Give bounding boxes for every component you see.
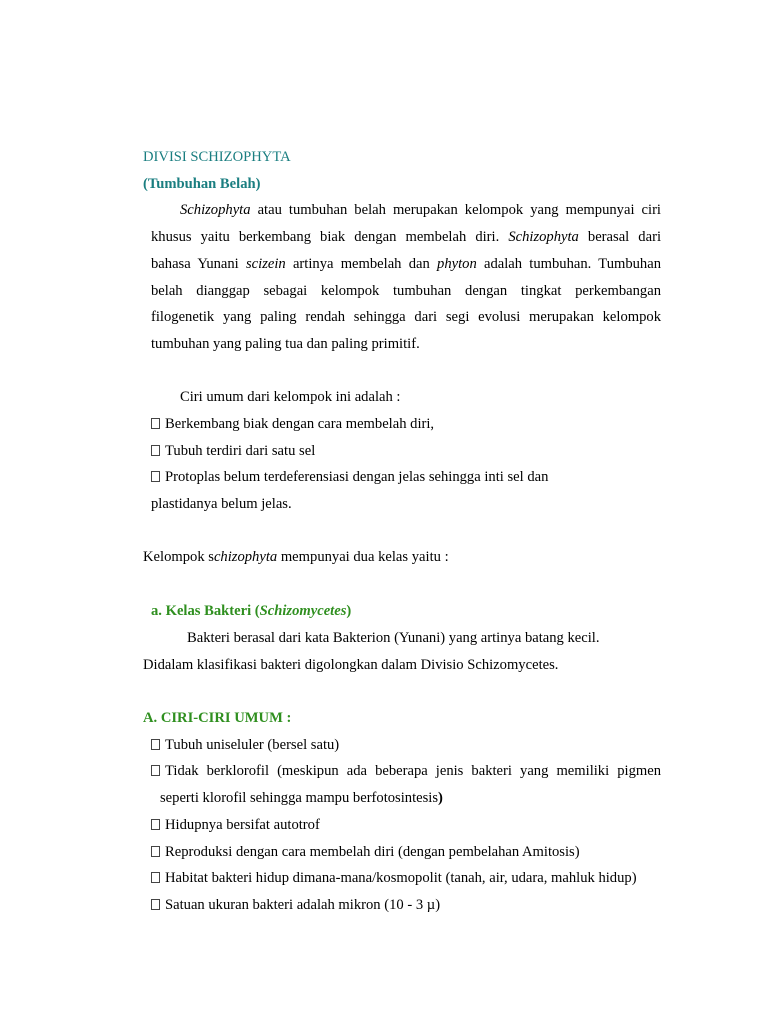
- bullet-box-icon: [151, 739, 160, 750]
- intro-line-2: khusus yaitu berkembang biak dengan membelah diri. Schizophyta berasal dari: [151, 229, 661, 245]
- umum-item: Tidak berklorofil (meskipun ada beberapa jenis bakteri yang memiliki pigmen: [151, 762, 661, 780]
- document-subtitle: (Tumbuhan Belah): [143, 176, 261, 192]
- bullet-box-icon: [151, 819, 160, 830]
- kelompok-line: Kelompok schizophyta mempunyai dua kelas yaitu :: [143, 549, 449, 565]
- bakteri-line-1: Bakteri berasal dari kata Bakterion (Yunani) yang artinya batang kecil.: [187, 630, 600, 646]
- ciri-item: Protoplas belum terdeferensiasi dengan jelas sehingga inti sel dan: [151, 468, 548, 486]
- ciri-item: Tubuh terdiri dari satu sel: [151, 442, 315, 460]
- intro-line-4: belah dianggap sebagai kelompok tumbuhan dengan tingkat perkembangan: [151, 283, 661, 299]
- intro-line-5: filogenetik yang paling rendah sehingga dari segi evolusi merupakan kelompok: [151, 309, 661, 325]
- intro-line-3: bahasa Yunani scizein artinya membelah dan phyton adalah tumbuhan. Tumbuhan: [151, 256, 662, 272]
- umum-item: Tubuh uniseluler (bersel satu): [151, 736, 339, 754]
- bakteri-line-2: Didalam klasifikasi bakteri digolongkan dalam Divisio Schizomycetes.: [143, 657, 559, 673]
- bullet-box-icon: [151, 765, 160, 776]
- umum-item: Habitat bakteri hidup dimana-mana/kosmopolit (tanah, air, udara, mahluk hidup): [151, 869, 637, 887]
- bullet-box-icon: [151, 846, 160, 857]
- intro-line-6: tumbuhan yang paling tua dan paling primitif.: [151, 336, 420, 352]
- ciri-item-continuation: plastidanya belum jelas.: [151, 496, 292, 512]
- intro-line-1: Schizophyta atau tumbuhan belah merupakan kelompok yang mempunyai ciri: [180, 202, 661, 218]
- bullet-box-icon: [151, 445, 160, 456]
- ciri-ciri-umum-heading: A. CIRI-CIRI UMUM :: [143, 710, 292, 726]
- umum-item-continuation: seperti klorofil sehingga mampu berfotosintesis): [160, 790, 443, 806]
- document-title: DIVISI SCHIZOPHYTA: [143, 149, 291, 165]
- kelas-bakteri-heading: a. Kelas Bakteri (Schizomycetes): [151, 603, 352, 619]
- bullet-box-icon: [151, 899, 160, 910]
- umum-item: Hidupnya bersifat autotrof: [151, 816, 320, 834]
- bullet-box-icon: [151, 418, 160, 429]
- bullet-box-icon: [151, 471, 160, 482]
- ciri-intro: Ciri umum dari kelompok ini adalah :: [180, 389, 401, 405]
- umum-item: Satuan ukuran bakteri adalah mikron (10 - 3 µ): [151, 896, 440, 914]
- umum-item: Reproduksi dengan cara membelah diri (dengan pembelahan Amitosis): [151, 843, 580, 861]
- ciri-item: Berkembang biak dengan cara membelah diri,: [151, 415, 434, 433]
- bullet-box-icon: [151, 872, 160, 883]
